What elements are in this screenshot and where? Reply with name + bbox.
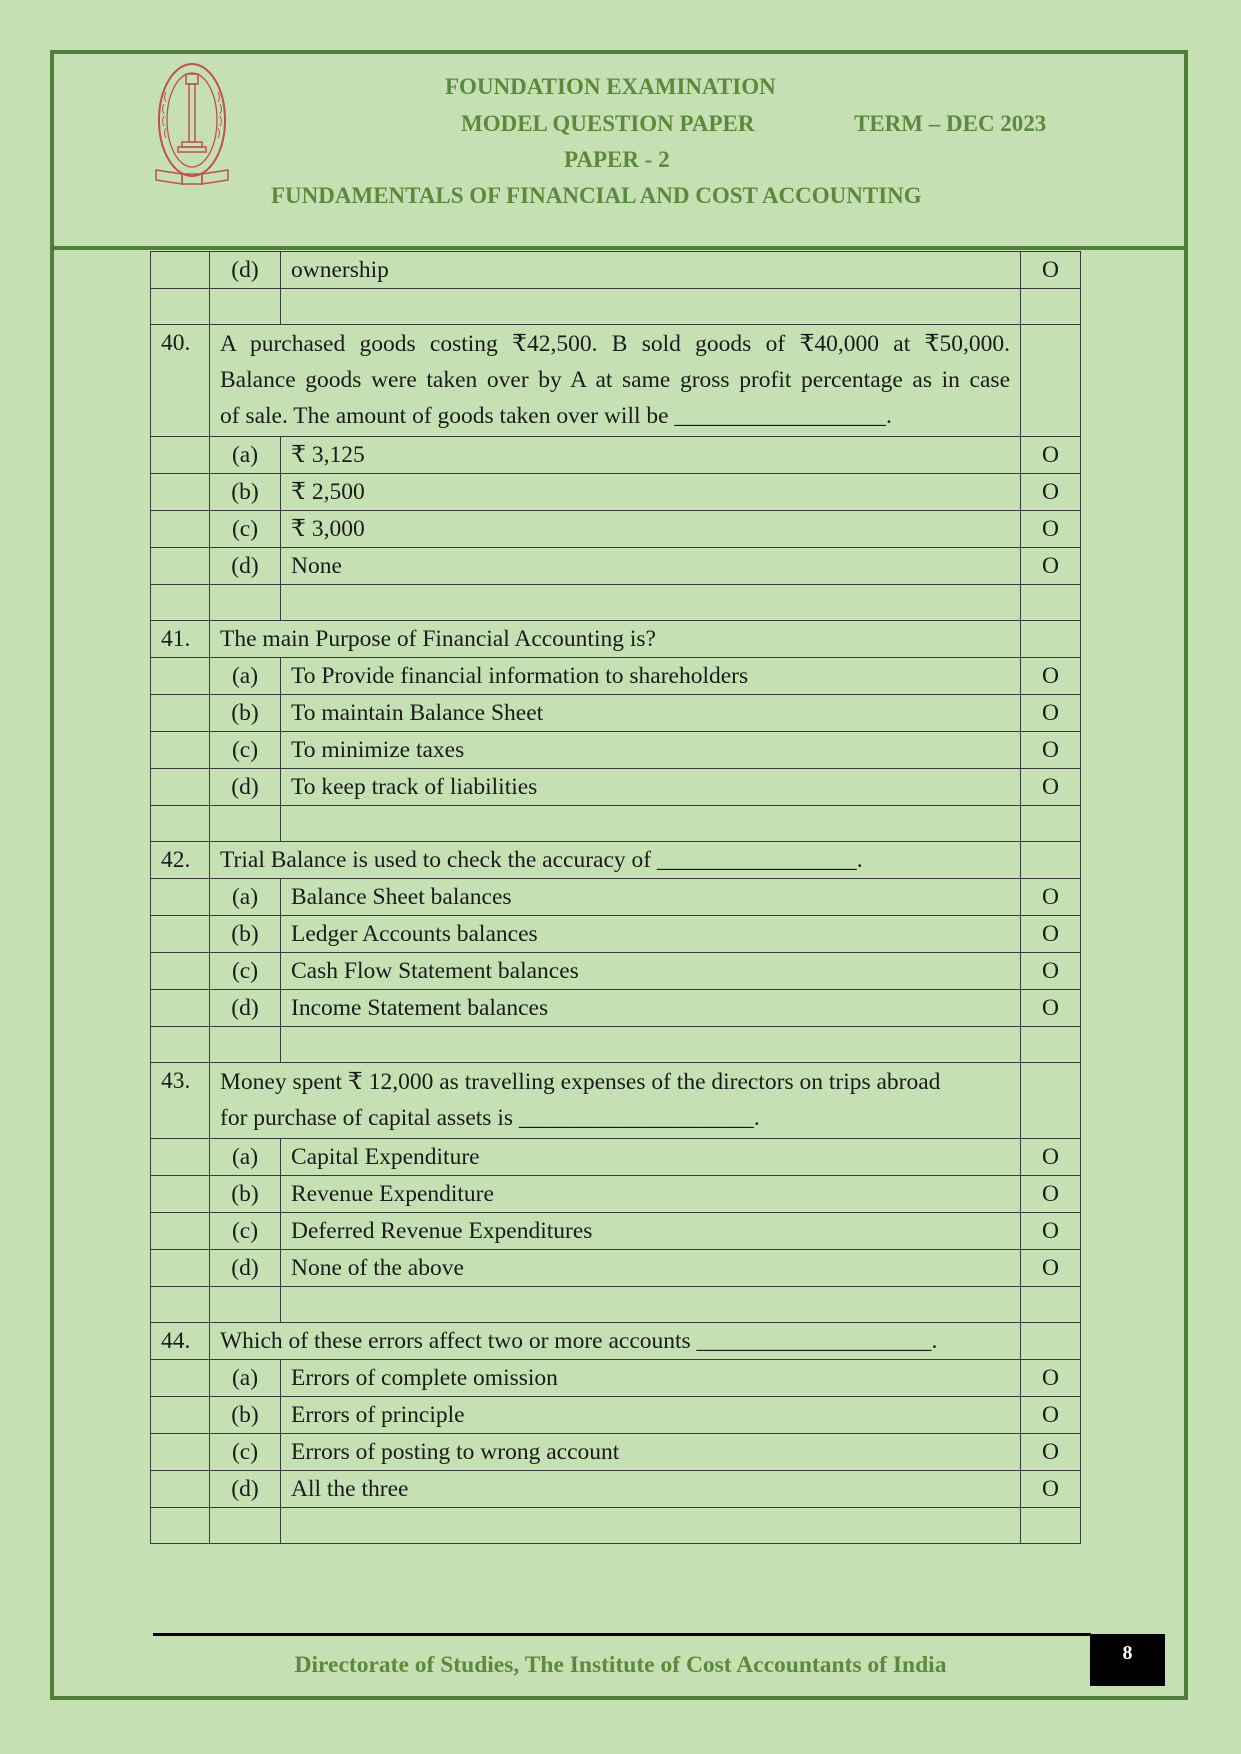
question-row: [151, 621, 1081, 658]
question-row: [151, 1063, 1081, 1139]
questions-table: [150, 251, 1081, 1544]
question-stem: [210, 325, 1021, 437]
option-label: (a): [210, 1360, 281, 1397]
answer-circle[interactable]: O: [1021, 1139, 1081, 1176]
option-label: (c): [210, 1434, 281, 1471]
option-row: [151, 1213, 1081, 1250]
spacer-row: [151, 806, 1081, 842]
answer-circle[interactable]: O: [1021, 695, 1081, 732]
answer-circle[interactable]: O: [1021, 511, 1081, 548]
option-row: [151, 916, 1081, 953]
spacer-row: [151, 1508, 1081, 1544]
answer-circle[interactable]: O: [1021, 437, 1081, 474]
option-row: [151, 511, 1081, 548]
option-row: [151, 953, 1081, 990]
answer-circle[interactable]: O: [1021, 1397, 1081, 1434]
option-label: (d): [210, 252, 281, 289]
question-row: [151, 842, 1081, 879]
option-label: (c): [210, 732, 281, 769]
option-label: (b): [210, 474, 281, 511]
page-number: 8: [1090, 1634, 1165, 1686]
option-text: Errors of principle: [281, 1397, 1021, 1434]
option-text: ₹ 3,125: [281, 437, 1021, 474]
answer-circle[interactable]: O: [1021, 1250, 1081, 1287]
option-text: Errors of posting to wrong account: [281, 1434, 1021, 1471]
stem-line: A purchased goods costing ₹42,500. B sold goods of ₹40,000 at ₹50,000.: [220, 331, 1010, 357]
question-number: 43.: [151, 1063, 210, 1139]
answer-circle[interactable]: O: [1021, 879, 1081, 916]
option-text: To Provide financial information to shareholders: [281, 658, 1021, 695]
question-row: [151, 325, 1081, 437]
question-stem: Trial Balance is used to check the accuracy of _________________.: [210, 842, 1021, 879]
exam-title: FOUNDATION EXAMINATION: [445, 74, 776, 99]
option-text: Cash Flow Statement balances: [281, 953, 1021, 990]
option-row: [151, 1397, 1081, 1434]
option-row: [151, 474, 1081, 511]
spacer-row: [151, 289, 1081, 325]
answer-circle[interactable]: O: [1021, 1176, 1081, 1213]
question-stem: The main Purpose of Financial Accounting is?: [210, 621, 1021, 658]
option-row: [151, 1176, 1081, 1213]
option-label: (d): [210, 1250, 281, 1287]
answer-circle[interactable]: O: [1021, 1360, 1081, 1397]
page-header: [54, 54, 1184, 250]
answer-circle[interactable]: O: [1021, 252, 1081, 289]
option-row: [151, 1434, 1081, 1471]
option-row: [151, 879, 1081, 916]
footer-divider: [153, 1633, 1091, 1636]
option-text: ownership: [281, 252, 1021, 289]
answer-circle[interactable]: O: [1021, 1471, 1081, 1508]
stem-line: Money spent ₹ 12,000 as travelling expenses of the directors on trips abroad: [220, 1069, 941, 1095]
option-label: (b): [210, 1397, 281, 1434]
subject-title: FUNDAMENTALS OF FINANCIAL AND COST ACCOUNTING: [271, 183, 922, 208]
option-text: All the three: [281, 1471, 1021, 1508]
question-number: 40.: [151, 325, 210, 437]
option-row: [151, 1139, 1081, 1176]
option-text: Ledger Accounts balances: [281, 916, 1021, 953]
option-text: Capital Expenditure: [281, 1139, 1021, 1176]
option-text: Errors of complete omission: [281, 1360, 1021, 1397]
option-text: Income Statement balances: [281, 990, 1021, 1027]
option-text: To minimize taxes: [281, 732, 1021, 769]
question-row: [151, 1323, 1081, 1360]
option-label: (a): [210, 879, 281, 916]
option-text: None: [281, 548, 1021, 585]
stem-line: Balance goods were taken over by A at same gross profit percentage as in case: [220, 367, 1010, 393]
option-label: (c): [210, 511, 281, 548]
option-text: Revenue Expenditure: [281, 1176, 1021, 1213]
option-label: (c): [210, 1213, 281, 1250]
question-number: 42.: [151, 842, 210, 879]
answer-circle[interactable]: O: [1021, 953, 1081, 990]
option-text: ₹ 3,000: [281, 511, 1021, 548]
option-row: [151, 769, 1081, 806]
answer-circle[interactable]: O: [1021, 769, 1081, 806]
option-row: [151, 252, 1081, 289]
term-label: TERM – DEC 2023: [854, 111, 1047, 136]
spacer-row: [151, 1287, 1081, 1323]
question-stem: Which of these errors affect two or more accounts ____________________.: [210, 1323, 1021, 1360]
option-label: (d): [210, 990, 281, 1027]
option-row: [151, 437, 1081, 474]
option-label: (a): [210, 1139, 281, 1176]
question-number: 41.: [151, 621, 210, 658]
institute-logo-icon: [152, 60, 232, 190]
option-label: (b): [210, 695, 281, 732]
answer-circle[interactable]: O: [1021, 1213, 1081, 1250]
option-row: [151, 548, 1081, 585]
answer-circle[interactable]: O: [1021, 732, 1081, 769]
option-text: To maintain Balance Sheet: [281, 695, 1021, 732]
option-label: (b): [210, 916, 281, 953]
option-text: Balance Sheet balances: [281, 879, 1021, 916]
option-label: (b): [210, 1176, 281, 1213]
option-text: To keep track of liabilities: [281, 769, 1021, 806]
spacer-row: [151, 1027, 1081, 1063]
answer-circle[interactable]: O: [1021, 990, 1081, 1027]
option-row: [151, 990, 1081, 1027]
option-label: (d): [210, 769, 281, 806]
option-label: (d): [210, 1471, 281, 1508]
paper-type: MODEL QUESTION PAPER: [461, 111, 755, 136]
stem-line: of sale. The amount of goods taken over will be __________________.: [220, 403, 892, 429]
answer-circle[interactable]: O: [1021, 1434, 1081, 1471]
option-text: None of the above: [281, 1250, 1021, 1287]
footer-text: Directorate of Studies, The Institute of Cost Accountants of India: [294, 1652, 947, 1678]
question-number: 44.: [151, 1323, 210, 1360]
stem-line: for purchase of capital assets is ____________________.: [220, 1105, 760, 1131]
paper-number: PAPER - 2: [564, 147, 670, 172]
option-label: (c): [210, 953, 281, 990]
option-text: ₹ 2,500: [281, 474, 1021, 511]
answer-circle[interactable]: O: [1021, 916, 1081, 953]
option-row: [151, 1360, 1081, 1397]
option-label: (a): [210, 658, 281, 695]
option-label: (a): [210, 437, 281, 474]
option-row: [151, 732, 1081, 769]
spacer-row: [151, 585, 1081, 621]
answer-circle[interactable]: O: [1021, 658, 1081, 695]
option-label: (d): [210, 548, 281, 585]
option-row: [151, 1250, 1081, 1287]
option-text: Deferred Revenue Expenditures: [281, 1213, 1021, 1250]
option-row: [151, 1471, 1081, 1508]
option-row: [151, 695, 1081, 732]
option-row: [151, 658, 1081, 695]
question-stem: [210, 1063, 1021, 1139]
answer-circle[interactable]: O: [1021, 548, 1081, 585]
answer-circle[interactable]: O: [1021, 474, 1081, 511]
